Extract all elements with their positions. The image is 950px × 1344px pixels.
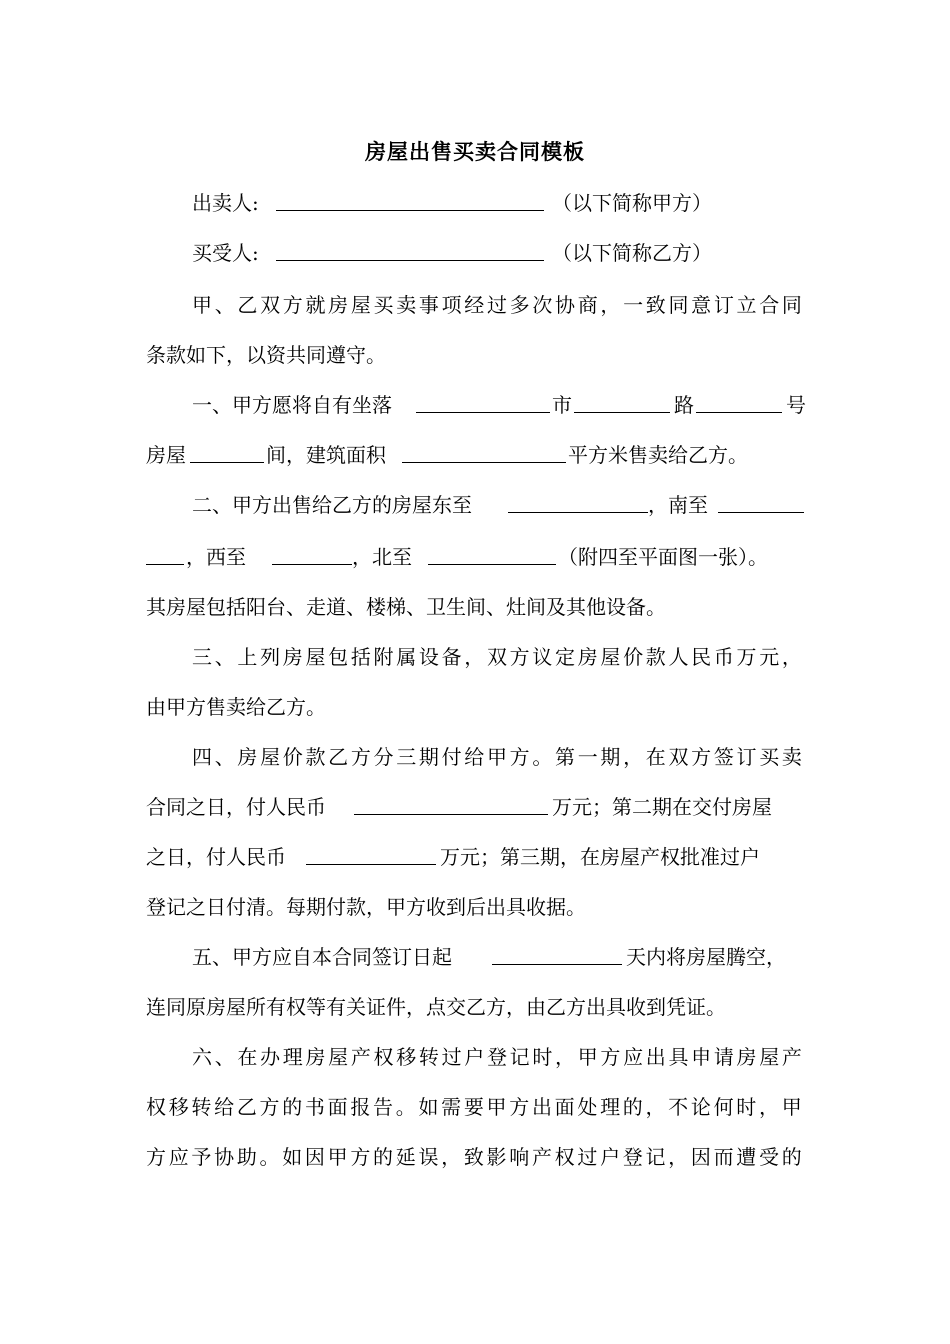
- clause-2-text-f: 其房屋包括阳台、走道、楼梯、卫生间、灶间及其他设备。: [146, 595, 666, 619]
- location-blank: [416, 412, 550, 413]
- clause-2-line-1: [0, 490, 950, 520]
- clause-1-text-f: 间，建筑面积: [266, 443, 386, 467]
- clause-6-text-2: 权 移 转 给 乙 方 的 书 面 报 告 。 如 需 要 甲 方 出 面 处 理 的 ， 不 论 何 时 ， 甲: [146, 1095, 802, 1119]
- clause-4-text-b: 万元；第二期在交付房屋: [552, 795, 772, 819]
- clause-2-text-d: ，北至: [352, 545, 412, 569]
- clause-1-text-e: 房屋: [146, 443, 186, 467]
- vacate-days-blank: [492, 964, 622, 965]
- rooms-blank: [190, 462, 264, 463]
- intro-line-1: [0, 290, 950, 320]
- clause-1-line-1: [0, 390, 950, 420]
- clause-3-line-2: [0, 692, 950, 722]
- clause-6-line-3: [0, 1142, 950, 1172]
- clause-5-text-b: 天内将房屋腾空，: [626, 945, 786, 969]
- seller-note: （以下简称甲方）: [552, 191, 712, 215]
- clause-1-text-b: 市: [552, 393, 572, 417]
- seller-line: [0, 188, 950, 218]
- document-title: 房屋出售买卖合同模板: [365, 139, 585, 164]
- intro-line-2: [0, 340, 950, 370]
- clause-4-text-a: 合同之日，付人民币: [146, 795, 326, 819]
- buyer-name-blank: [276, 260, 544, 261]
- road-blank: [696, 412, 782, 413]
- clause-1-line-2: [0, 440, 950, 470]
- clause-2-text-e: （附四至平面图一张）。: [558, 545, 768, 569]
- buyer-line: [0, 238, 950, 268]
- intro-text-1: 甲 、 乙 双 方 就 房 屋 买 卖 事 项 经 过 多 次 协 商 ， 一 致 同 意 订 立 合 同: [192, 293, 802, 317]
- clause-5-text-2: 连同原房屋所有权等有关证件，点交乙方，由乙方出具收到凭证。: [146, 995, 726, 1019]
- clause-5-text-a: 五、甲方应自本合同签订日起: [192, 945, 452, 969]
- buyer-label: 买受人:: [192, 241, 259, 265]
- first-payment-blank: [354, 814, 548, 815]
- clause-6-line-1: [0, 1042, 950, 1072]
- clause-3-text-2: 由甲方售卖给乙方。: [146, 695, 326, 719]
- clause-4-text-c: 之日，付人民币: [146, 845, 286, 869]
- south-boundary-blank-cont: [146, 564, 184, 565]
- clause-6-text-3: 方 应 予 协 助 。 如 因 甲 方 的 延 误 ， 致 影 响 产 权 过 户 登 记 ， 因 而 遭 受 的: [146, 1145, 802, 1169]
- clause-4-text-1: 四 、 房 屋 价 款 乙 方 分 三 期 付 给 甲 方 。 第 一 期 ， 在 双 方 签 订 买 卖: [192, 745, 802, 769]
- clause-2-text-a: 二、甲方出售给乙方的房屋东至: [192, 493, 472, 517]
- area-blank: [402, 462, 566, 463]
- clause-2-line-3: [0, 592, 950, 622]
- west-boundary-blank: [272, 564, 352, 565]
- clause-5-line-1: [0, 942, 950, 972]
- clause-4-line-2: [0, 792, 950, 822]
- clause-1-text-a: 一、甲方愿将自有坐落: [192, 393, 392, 417]
- buyer-note: （以下简称乙方）: [552, 241, 712, 265]
- clause-4-line-3: [0, 842, 950, 872]
- clause-1-text-c: 路: [674, 393, 694, 417]
- second-payment-blank: [306, 864, 436, 865]
- north-boundary-blank: [428, 564, 556, 565]
- south-boundary-blank: [718, 512, 804, 513]
- intro-text-2: 条款如下，以资共同遵守。: [146, 343, 386, 367]
- clause-4-text-e: 登记之日付清。每期付款，甲方收到后出具收据。: [146, 895, 586, 919]
- clause-6-line-2: [0, 1092, 950, 1122]
- east-boundary-blank: [508, 512, 648, 513]
- clause-1-text-d: 号: [786, 393, 806, 417]
- clause-2-line-2: [0, 542, 950, 572]
- seller-name-blank: [276, 210, 544, 211]
- clause-4-line-1: [0, 742, 950, 772]
- clause-2-text-c: ，西至: [186, 545, 246, 569]
- clause-1-text-g: 平方米售卖给乙方。: [568, 443, 748, 467]
- clause-3-text-1: 三 、 上 列 房 屋 包 括 附 属 设 备 ， 双 方 议 定 房 屋 价 款 人 民 币 万 元 ，: [192, 645, 802, 669]
- clause-3-line-1: [0, 642, 950, 672]
- clause-6-text-1: 六 、 在 办 理 房 屋 产 权 移 转 过 户 登 记 时 ， 甲 方 应 出 具 申 请 房 屋 产: [192, 1045, 802, 1069]
- clause-4-text-d: 万元；第三期，在房屋产权批准过户: [440, 845, 760, 869]
- clause-5-line-2: [0, 992, 950, 1022]
- city-blank: [574, 412, 670, 413]
- clause-4-line-4: [0, 892, 950, 922]
- clause-2-text-b: ，南至: [648, 493, 708, 517]
- seller-label: 出卖人:: [192, 191, 259, 215]
